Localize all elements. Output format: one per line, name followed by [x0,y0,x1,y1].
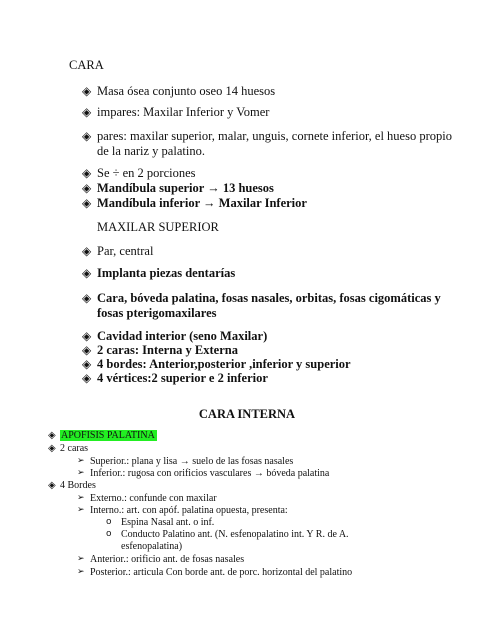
section-title-cara-interna: CARA INTERNA [198,407,296,421]
list-item-bold: 4 bordes: Anterior,posterior ,inferior y superior [97,357,351,371]
diamond-bullet-icon: ◈ [82,105,92,119]
arrow-bullet-icon: ➢ [77,468,85,478]
sub-list-item: Posterior.: articula Con borde ant. de porc. horizontal del palatino [90,567,353,578]
sub-sub-list-item: Espina Nasal ant. o inf. [121,517,215,528]
diamond-bullet-icon: ◈ [82,166,92,180]
list-item: Masa ósea conjunto oseo 14 huesos [97,84,276,98]
sub-list-item: Externo.: confunde con maxilar [90,493,217,504]
diamond-bullet-icon: ◈ [82,343,92,357]
diamond-bullet-icon: ◈ [82,84,92,98]
sub-list-item: Inferior.: rugosa con orificios vasculares → bóveda palatina [90,468,330,479]
circle-bullet-icon: o [106,517,112,527]
diamond-bullet-icon: ◈ [48,480,56,491]
diamond-bullet-icon: ◈ [48,443,56,454]
arrow-bullet-icon: ➢ [77,456,85,466]
list-item-bold: Cavidad interior (seno Maxilar) [97,329,268,343]
section-title-maxilar-superior: MAXILAR SUPERIOR [97,220,219,234]
diamond-bullet-icon: ◈ [82,291,92,305]
list-item-continuation: de la nariz y palatino. [97,144,205,158]
list-item: Se ÷ en 2 porciones [97,166,196,180]
list-item: pares: maxilar superior, malar, unguis, cornete inferior, el hueso propio [97,129,452,143]
diamond-bullet-icon: ◈ [82,266,92,280]
list-item: impares: Maxilar Inferior y Vomer [97,105,270,119]
list-item-bold: Implanta piezas dentarías [97,266,236,280]
arrow-bullet-icon: ➢ [77,554,85,564]
diamond-bullet-icon: ◈ [82,181,92,195]
sub-list-item: Anterior.: orificio ant. de fosas nasales [90,554,245,565]
list-item: 2 caras [60,443,89,454]
diamond-bullet-icon: ◈ [82,244,92,258]
arrow-bullet-icon: ➢ [77,567,85,577]
sub-sub-list-item-continuation: esfenopalatina) [121,541,183,552]
diamond-bullet-icon: ◈ [82,329,92,343]
list-item-bold: Mandíbula inferior → Maxilar Inferior [97,196,307,210]
diamond-bullet-icon: ◈ [82,357,92,371]
list-item-bold: 2 caras: Interna y Externa [97,343,238,357]
sub-list-item: Superior.: plana y lisa → suelo de las fosas nasales [90,456,294,467]
list-item: 4 Bordes [60,480,96,491]
list-item-bold: 4 vértices:2 superior e 2 inferior [97,371,268,385]
sub-list-item: Interno.: art. con apóf. palatina opuesta, presenta: [90,505,288,516]
circle-bullet-icon: o [106,529,112,539]
sub-sub-list-item: Conducto Palatino ant. (N. esfenopalatino int. Y R. de A. [121,529,349,540]
diamond-bullet-icon: ◈ [82,129,92,143]
diamond-bullet-icon: ◈ [82,196,92,210]
diamond-bullet-icon: ◈ [48,430,56,441]
section-title-cara: CARA [69,58,104,72]
list-item-bold: Cara, bóveda palatina, fosas nasales, orbitas, fosas cigomáticas y [97,291,441,305]
arrow-bullet-icon: ➢ [77,493,85,503]
list-item-bold: Mandíbula superior → 13 huesos [97,181,274,195]
diamond-bullet-icon: ◈ [82,371,92,385]
highlighted-heading [60,429,157,442]
list-item: Par, central [97,244,154,258]
arrow-bullet-icon: ➢ [77,505,85,515]
list-item-continuation: fosas pterigomaxilares [97,306,217,320]
highlight-mark: APOFISIS PALATINA [61,430,155,441]
